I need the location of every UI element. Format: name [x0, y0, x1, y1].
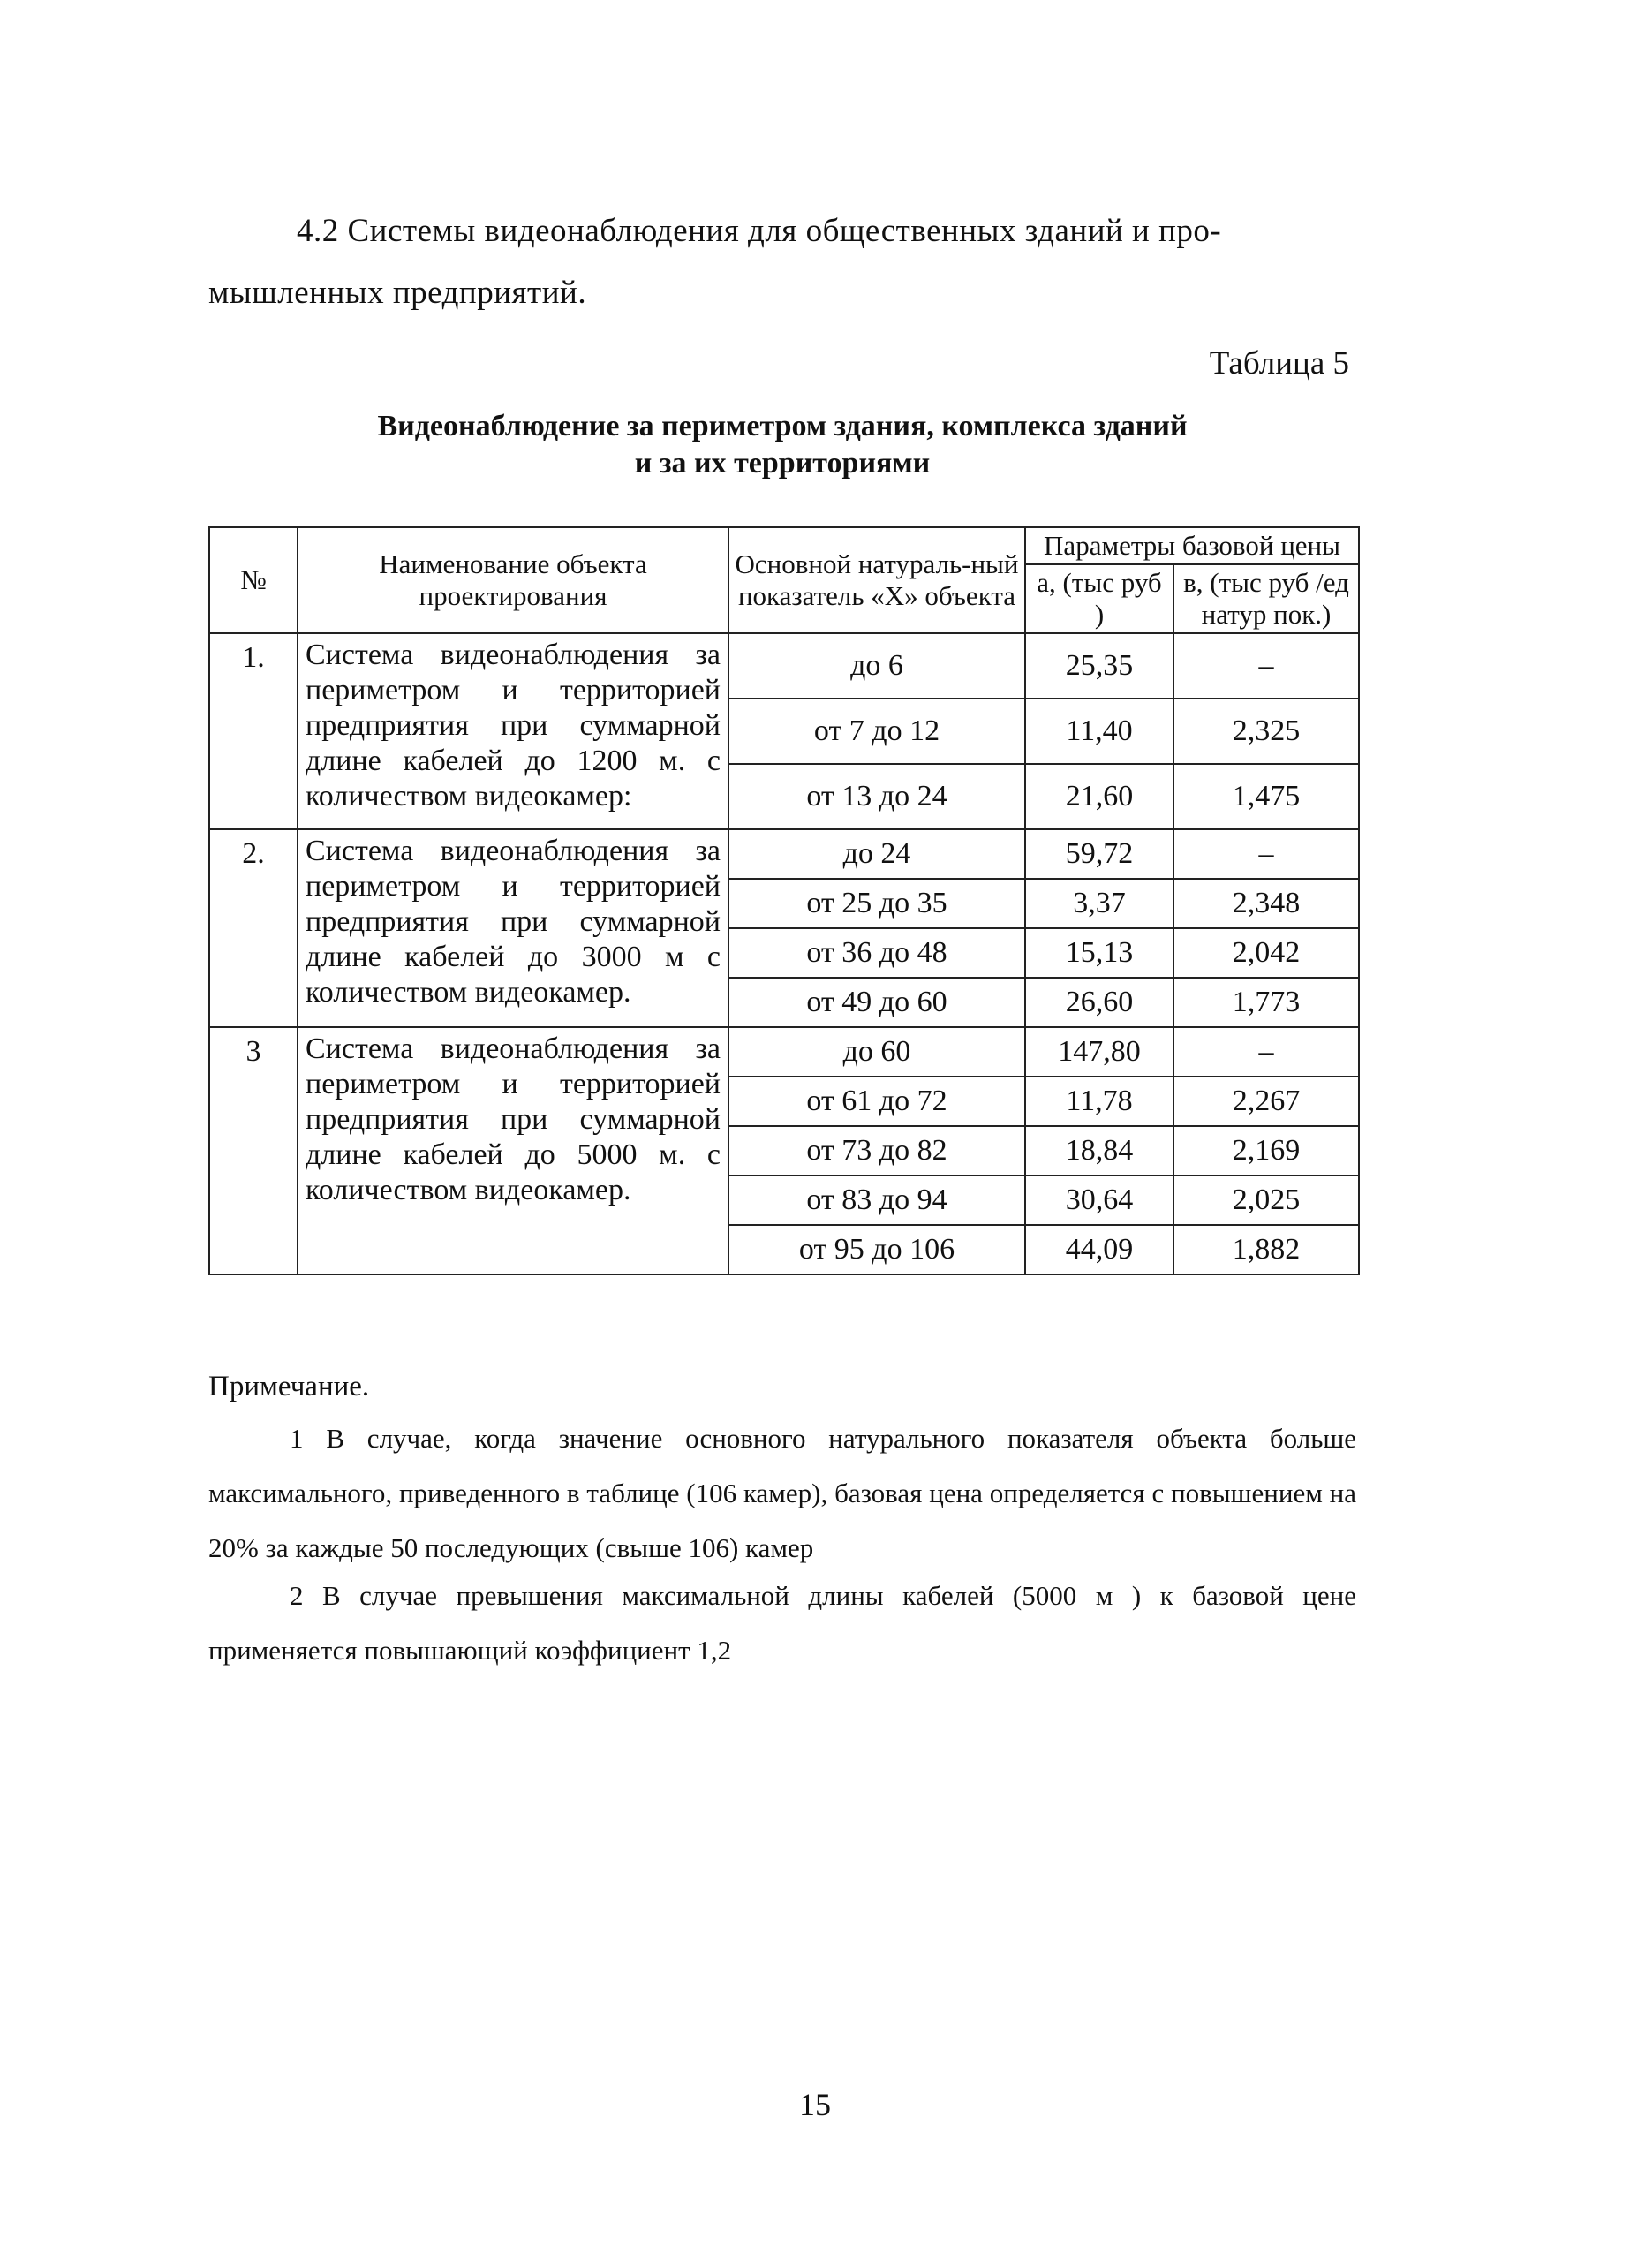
cell-a: 59,72	[1025, 829, 1173, 879]
table-row	[209, 1027, 1359, 1077]
page-number: 15	[799, 2087, 831, 2122]
header-a: а, (тыс руб )	[1025, 564, 1173, 633]
header-name: Наименование объекта проектирования	[298, 527, 728, 633]
notes-title: Примечание.	[208, 1371, 370, 1402]
cell-a: 147,80	[1025, 1027, 1173, 1077]
cell-a: 3,37	[1025, 879, 1173, 928]
cell-x: от 61 до 72	[728, 1077, 1025, 1126]
section-heading-line-1: 4.2 Системы видеонаблюдения для общественных зданий и про-	[297, 213, 1222, 249]
cell-x: до 60	[728, 1027, 1025, 1077]
cell-x: от 7 до 12	[728, 699, 1025, 764]
row-num: 2.	[209, 829, 298, 1027]
cell-a: 15,13	[1025, 928, 1173, 978]
cell-b: 1,475	[1173, 764, 1359, 829]
row-num: 3	[209, 1027, 298, 1274]
header-b: в, (тыс руб /ед натур пок.)	[1173, 564, 1359, 633]
cell-a: 26,60	[1025, 978, 1173, 1027]
cell-a: 11,40	[1025, 699, 1173, 764]
cell-x: от 49 до 60	[728, 978, 1025, 1027]
cell-b: 2,042	[1173, 928, 1359, 978]
cell-x: от 25 до 35	[728, 879, 1025, 928]
cell-a: 30,64	[1025, 1176, 1173, 1225]
row-name: Система видеонаблюдения за периметром и территорией предприятия при суммарной длине кабелей до 5000 м. с количеством видеокамер.	[298, 1027, 728, 1274]
row-name: Система видеонаблюдения за периметром и территорией предприятия при суммарной длине кабелей до 1200 м. с количеством видеокамер:	[298, 633, 728, 829]
table-number: Таблица 5	[1209, 345, 1349, 382]
cell-x: от 73 до 82	[728, 1126, 1025, 1176]
table-caption-line-1: Видеонаблюдение за периметром здания, комплекса зданий	[377, 410, 1188, 442]
note-2	[208, 1569, 1356, 1678]
table-caption-line-2: и за их территориями	[634, 447, 931, 480]
note-2-text: 2 В случае превышения максимальной длины кабелей (5000 м ) к базовой цене применяется повышающий коэффициент 1,2	[208, 1580, 1356, 1666]
cell-a: 18,84	[1025, 1126, 1173, 1176]
price-table	[208, 526, 1360, 1275]
cell-x: до 24	[728, 829, 1025, 879]
header-num: №	[209, 527, 298, 633]
section-heading-line-2: мышленных предприятий.	[208, 275, 587, 311]
table-row	[209, 829, 1359, 879]
cell-b: 2,348	[1173, 879, 1359, 928]
table-row	[209, 633, 1359, 699]
cell-x: до 6	[728, 633, 1025, 699]
cell-x: от 13 до 24	[728, 764, 1025, 829]
cell-b: 1,882	[1173, 1225, 1359, 1274]
cell-x: от 36 до 48	[728, 928, 1025, 978]
cell-x: от 95 до 106	[728, 1225, 1025, 1274]
section-heading	[208, 212, 1356, 313]
note-1-text: 1 В случае, когда значение основного натурального показателя объекта больше максимального, приведенного в таблице (106 камер), базовая цена определяется с повышением на 20% за каждые 50 последующих (свыше 106) камер	[208, 1423, 1356, 1563]
cell-b: –	[1173, 633, 1359, 699]
cell-b: 2,169	[1173, 1126, 1359, 1176]
row-num: 1.	[209, 633, 298, 829]
cell-a: 25,35	[1025, 633, 1173, 699]
header-params: Параметры базовой цены	[1025, 527, 1359, 564]
cell-a: 44,09	[1025, 1225, 1173, 1274]
cell-b: 2,325	[1173, 699, 1359, 764]
table-caption	[208, 408, 1356, 482]
cell-b: 2,267	[1173, 1077, 1359, 1126]
header-indicator: Основной натураль-ный показатель «X» объекта	[728, 527, 1025, 633]
cell-x: от 83 до 94	[728, 1176, 1025, 1225]
cell-b: 2,025	[1173, 1176, 1359, 1225]
cell-b: 1,773	[1173, 978, 1359, 1027]
cell-a: 11,78	[1025, 1077, 1173, 1126]
cell-b: –	[1173, 1027, 1359, 1077]
cell-b: –	[1173, 829, 1359, 879]
note-1	[208, 1411, 1356, 1576]
row-name: Система видеонаблюдения за периметром и территорией предприятия при суммарной длине кабелей до 3000 м с количеством видеокамер.	[298, 829, 728, 1027]
cell-a: 21,60	[1025, 764, 1173, 829]
